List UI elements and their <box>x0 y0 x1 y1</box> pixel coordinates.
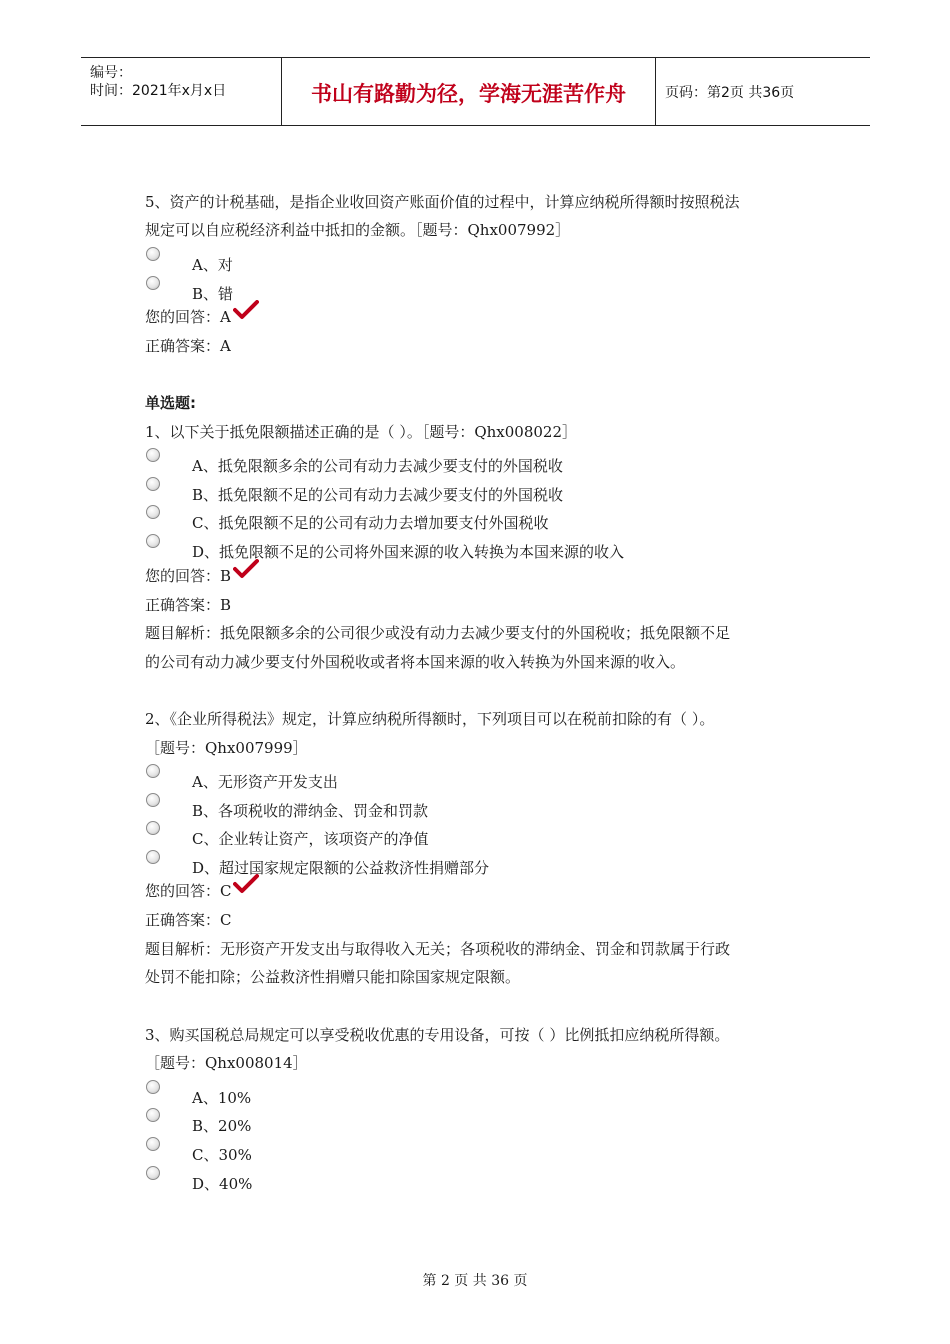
s2-option-c: C、企业转让资产，该项资产的净值 <box>192 830 429 848</box>
s2-question-line1: 2、《企业所得税法》规定，计算应纳税所得额时，下列项目可以在税前扣除的有（ ）。 <box>145 710 715 728</box>
q5-option-b: B、错 <box>192 285 234 303</box>
checkmark-icon <box>233 559 259 579</box>
q5-your-answer: 您的回答：A <box>145 308 231 326</box>
s1-question: 1、以下关于抵免限额描述正确的是（ ）。［题号：Qhx008022］ <box>145 423 577 441</box>
checkmark-icon <box>233 300 259 320</box>
header-page-cell <box>656 58 870 125</box>
radio-button-icon[interactable] <box>146 1080 160 1094</box>
s1-analysis-line1: 题目解析：抵免限额多余的公司很少或没有动力去减少要支付的外国税收；抵免限额不足 <box>145 624 731 642</box>
s2-option-d: D、超过国家规定限额的公益救济性捐赠部分 <box>192 859 490 877</box>
s1-option-c: C、抵免限额不足的公司有动力去增加要支付外国税收 <box>192 514 549 532</box>
s1-correct-answer: 正确答案：B <box>145 596 232 614</box>
radio-button-icon[interactable] <box>146 764 160 778</box>
s1-option-d: D、抵免限额不足的公司将外国来源的收入转换为本国来源的收入 <box>192 543 625 561</box>
s2-your-answer: 您的回答：C <box>145 882 232 900</box>
s1-analysis-line2: 的公司有动力减少要支付外国税收或者将本国来源的收入转换为外国来源的收入。 <box>145 653 686 671</box>
checkmark-icon <box>233 874 259 894</box>
radio-button-icon[interactable] <box>146 1137 160 1151</box>
s1-option-a: A、抵免限额多余的公司有动力去减少要支付的外国税收 <box>192 457 563 475</box>
radio-button-icon[interactable] <box>146 534 160 548</box>
s3-option-a: A、10% <box>192 1089 252 1107</box>
radio-button-icon[interactable] <box>146 247 160 261</box>
s3-option-d: D、40% <box>192 1175 253 1193</box>
q5-option-a: A、对 <box>192 256 233 274</box>
s2-analysis-line2: 处罚不能扣除；公益救济性捐赠只能扣除国家规定限额。 <box>145 968 521 986</box>
s3-option-c: C、30% <box>192 1146 252 1164</box>
number-label: 编号： <box>90 65 132 81</box>
time-label: 时间：2021年x月x日 <box>90 83 227 99</box>
s2-analysis-line1: 题目解析：无形资产开发支出与取得收入无关；各项税收的滞纳金、罚金和罚款属于行政 <box>145 940 731 958</box>
q5-text-line2: 规定可以自应税经济利益中抵扣的金额。［题号：Qhx007992］ <box>145 221 571 239</box>
s2-question-line2: ［题号：Qhx007999］ <box>145 739 308 757</box>
q5-correct-answer: 正确答案：A <box>145 337 231 355</box>
radio-button-icon[interactable] <box>146 276 160 290</box>
s1-option-b: B、抵免限额不足的公司有动力去减少要支付的外国税收 <box>192 486 564 504</box>
s3-option-b: B、20% <box>192 1117 252 1135</box>
radio-button-icon[interactable] <box>146 1108 160 1122</box>
radio-button-icon[interactable] <box>146 793 160 807</box>
radio-button-icon[interactable] <box>146 821 160 835</box>
radio-button-icon[interactable] <box>146 505 160 519</box>
radio-button-icon[interactable] <box>146 477 160 491</box>
header-meta-cell <box>81 58 282 125</box>
page-footer: 第 2 页 共 36 页 <box>422 1273 528 1289</box>
q5-text-line1: 5、资产的计税基础，是指企业收回资产账面价值的过程中，计算应纳税所得额时按照税法 <box>145 193 740 211</box>
radio-button-icon[interactable] <box>146 1166 160 1180</box>
radio-button-icon[interactable] <box>146 448 160 462</box>
s3-question-line2: ［题号：Qhx008014］ <box>145 1054 308 1072</box>
radio-button-icon[interactable] <box>146 850 160 864</box>
s3-question-line1: 3、购买国税总局规定可以享受税收优惠的专用设备，可按（ ）比例抵扣应纳税所得额。 <box>145 1026 730 1044</box>
s2-correct-answer: 正确答案：C <box>145 911 232 929</box>
document-header <box>81 57 870 126</box>
header-motto-cell <box>282 58 656 125</box>
s2-option-b: B、各项税收的滞纳金、罚金和罚款 <box>192 802 429 820</box>
motto: 书山有路勤为径，学海无涯苦作舟 <box>311 82 626 106</box>
section-title: 单选题: <box>145 394 196 412</box>
page-label: 页码：第2页 共36页 <box>665 85 795 101</box>
s1-your-answer: 您的回答：B <box>145 567 232 585</box>
s2-option-a: A、无形资产开发支出 <box>192 773 338 791</box>
